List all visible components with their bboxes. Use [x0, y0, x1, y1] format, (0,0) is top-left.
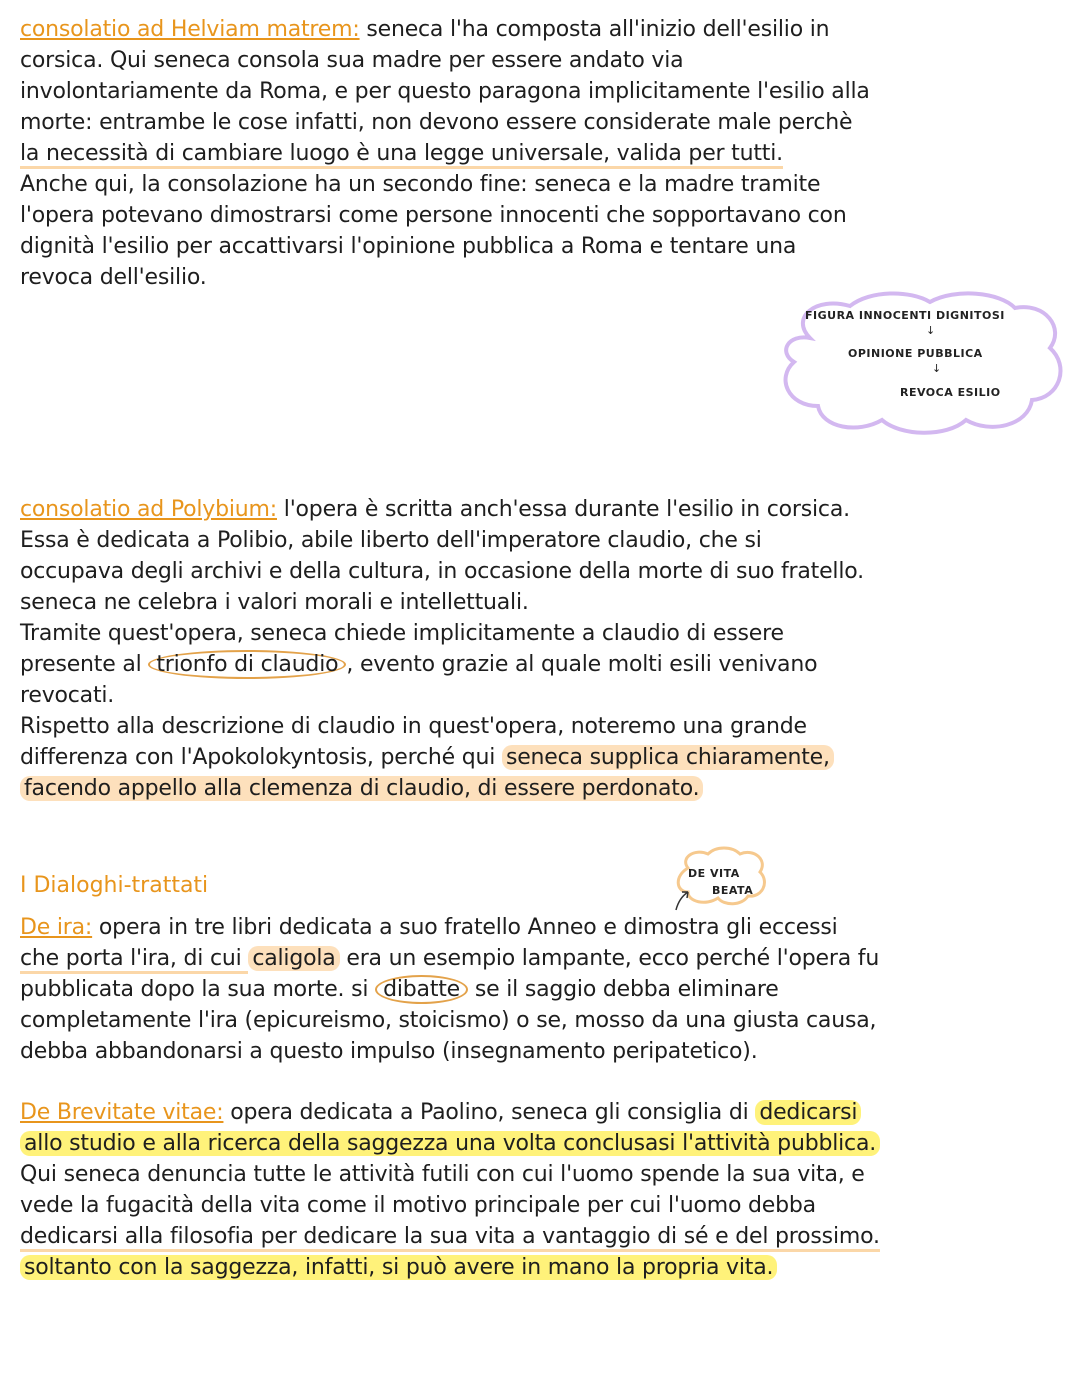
brevitate-title: De Brevitate vitae: [20, 1100, 224, 1125]
polybium-title: consolatio ad Polybium: [20, 497, 277, 522]
cloud1-line-2: OPINIONE PUBBLICA [848, 347, 983, 360]
brevitate-line-2 [20, 1128, 1055, 1159]
cloud2-line-1: DE VITA [688, 867, 740, 880]
deira-line-2: che porta l'ira, di cui caligola era un esempio lampante, ecco perché l'opera fu [20, 943, 1055, 974]
deira-line-3: pubblicata dopo la sua morte. si dibatte se il saggio debba eliminare [20, 977, 779, 1002]
helvia-title: consolatio ad Helviam matrem: [20, 17, 360, 42]
highlight-orange: caligola [248, 946, 339, 971]
down-arrow-icon: ↓ [926, 324, 936, 337]
polybium-line-8: Rispetto alla descrizione di claudio in quest'opera, noteremo una grande [20, 714, 807, 739]
brevitate-line-5: dedicarsi alla filosofia per dedicare la sua vita a vantaggio di sé e del prossimo. [20, 1221, 1055, 1252]
circled-phrase: trionfo di claudio [148, 650, 346, 679]
polybium-line-10 [20, 773, 1055, 804]
deira-line-5: debba abbandonarsi a questo impulso (insegnamento peripatetico). [20, 1039, 758, 1064]
polybium-line-1: consolatio ad Polybium: l'opera è scritta anch'essa durante l'esilio in corsica. [20, 497, 850, 522]
polybium-paragraph [20, 494, 1055, 804]
brevitate-line-1: De Brevitate vitae: opera dedicata a Paolino, seneca gli consiglia di dedicarsi [20, 1097, 1055, 1128]
brevitate-line-3: Qui seneca denuncia tutte le attività futili con cui l'uomo spende la sua vita, e [20, 1162, 865, 1187]
highlight-orange: facendo appello alla clemenza di claudio, di essere perdonato. [20, 776, 703, 801]
polybium-line-5: Tramite quest'opera, seneca chiede implicitamente a claudio di essere [20, 621, 784, 646]
helvia-line-8: dignità l'esilio per accattivarsi l'opinione pubblica a Roma e tentare una [20, 234, 797, 259]
helvia-line-7: l'opera potevano dimostrarsi come persone innocenti che sopportavano con [20, 203, 847, 228]
highlight-yellow: allo studio e alla ricerca della saggezza una volta conclusasi l'attività pubblica. [20, 1131, 880, 1156]
helvia-line-6: Anche qui, la consolazione ha un secondo fine: seneca e la madre tramite [20, 172, 821, 197]
helvia-line-9: revoca dell'esilio. [20, 265, 207, 290]
cloud2-line-2: BEATA [712, 884, 754, 897]
polybium-line-7: revocati. [20, 683, 115, 708]
polybium-line-4: seneca ne celebra i valori morali e intellettuali. [20, 590, 529, 615]
deira-line-1: De ira: opera in tre libri dedicata a suo fratello Anneo e dimostra gli eccessi [20, 915, 838, 940]
brevitate-line-6 [20, 1252, 1055, 1283]
down-arrow-icon: ↓ [932, 362, 942, 375]
helvia-line-2: corsica. Qui seneca consola sua madre per essere andato via [20, 48, 684, 73]
section-heading: I Dialoghi-trattati [20, 873, 209, 898]
helvia-line-3: involontariamente da Roma, e per questo paragona implicitamente l'esilio alla [20, 79, 870, 104]
cloud1-line-1: FIGURA INNOCENTI DIGNITOSI [805, 309, 1005, 322]
brevitate-paragraph [20, 1097, 1055, 1283]
helvia-line-5: la necessità di cambiare luogo è una legge universale, valida per tutti. [20, 138, 1055, 169]
helvia-line-4: morte: entrambe le cose infatti, non devono essere considerate male perchè [20, 110, 853, 135]
deira-title: De ira: [20, 915, 93, 940]
helvia-line-1: consolatio ad Helviam matrem: seneca l'ha composta all'inizio dell'esilio in [20, 17, 830, 42]
highlight-orange: seneca supplica chiaramente, [502, 745, 834, 770]
circled-word: dibatte [375, 975, 468, 1004]
curved-arrow-icon [672, 888, 692, 912]
polybium-line-3: occupava degli archivi e della cultura, in occasione della morte di suo fratello. [20, 559, 864, 584]
highlight-yellow: dedicarsi [755, 1100, 861, 1125]
brevitate-line-4: vede la fugacità della vita come il motivo principale per cui l'uomo debba [20, 1193, 816, 1218]
polybium-line-6: presente al trionfo di claudio , evento grazie al quale molti esili venivano [20, 652, 818, 677]
deira-line-4: completamente l'ira (epicureismo, stoicismo) o se, mosso da una giusta causa, [20, 1008, 877, 1033]
polybium-line-2: Essa è dedicata a Polibio, abile liberto dell'imperatore claudio, che si [20, 528, 762, 553]
highlight-yellow: soltanto con la saggezza, infatti, si può avere in mano la propria vita. [20, 1255, 777, 1280]
polybium-line-9: differenza con l'Apokolokyntosis, perché qui seneca supplica chiaramente, [20, 742, 1055, 773]
cloud1-line-3: REVOCA ESILIO [900, 386, 1001, 399]
deira-paragraph [20, 912, 1055, 1067]
helvia-paragraph [20, 14, 1055, 293]
